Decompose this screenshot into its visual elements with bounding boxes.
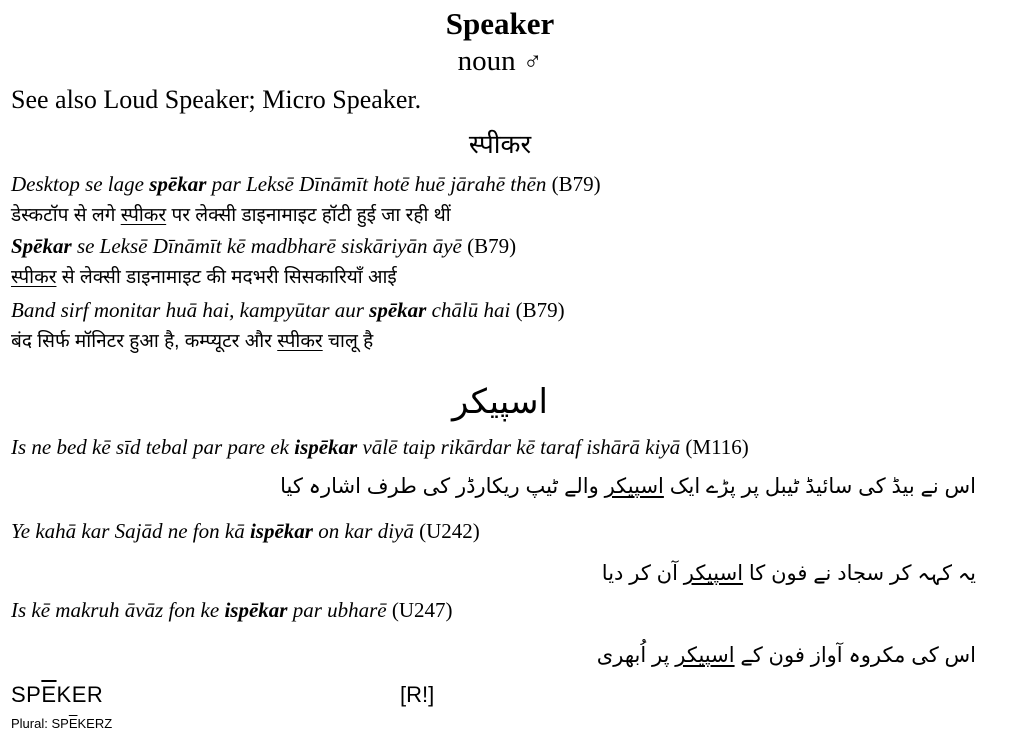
example-keyword: ispēkar — [294, 435, 358, 459]
example-text: par ubharē — [287, 598, 387, 622]
urdu-example-3-transliteration — [11, 598, 453, 623]
plural-macron-letter: $\overline{E}$ — [68, 716, 78, 731]
example-text: یہ کہہ کر سجاد نے فون کا — [743, 562, 976, 585]
see-also-note: See also Loud Speaker; Micro Speaker. — [11, 85, 422, 114]
part-of-speech-line — [0, 45, 1000, 78]
example-text: par Leksē Dīnāmīt hotē huē jārahē thēn — [206, 172, 547, 196]
urdu-heading-text: اسپیکر — [452, 383, 548, 421]
example-text: اس نے بیڈ کی سائیڈ ٹیبل پر پڑے ایک — [663, 475, 976, 498]
hindi-example-3-devanagari — [11, 327, 373, 353]
urdu-heading — [0, 382, 1000, 422]
source-ref: (B79) — [551, 172, 601, 196]
hindi-heading: स्पीकर — [468, 130, 532, 159]
source-ref: (U247) — [391, 598, 453, 622]
example-text: से लेक्सी डाइनामाइट की मदभरी सिसकारियाँ आई — [56, 267, 397, 288]
translit-part: KER — [56, 682, 104, 707]
masculine-gender-icon: ♂ — [522, 47, 543, 77]
example-keyword: स्पीकर — [120, 205, 167, 226]
source-ref: (M116) — [685, 435, 749, 459]
transliteration-key — [11, 682, 103, 708]
example-keyword: ispēkar — [249, 519, 313, 543]
plural-form — [11, 716, 112, 731]
example-keyword: Spēkar — [11, 234, 72, 258]
example-text: vālē taip rikārdar kē taraf ishārā kiyā — [357, 435, 681, 459]
example-text: chālū hai — [426, 298, 511, 322]
urdu-example-1-nastaliq — [280, 474, 976, 499]
translit-part: SP — [11, 682, 42, 707]
example-text: चालू है — [322, 331, 374, 352]
plural-label: Plural: — [11, 716, 52, 731]
example-text: Is ne bed kē sīd tebal par pare ek — [11, 435, 295, 459]
urdu-example-3-nastaliq — [597, 643, 976, 668]
example-text: اس کی مکروہ آواز فون کے — [734, 644, 976, 667]
plural-part: SP — [51, 716, 69, 731]
plural-part: KERZ — [77, 716, 113, 731]
example-text: पर लेक्सी डाइनामाइट हॉटी हुई जा रही थीं — [166, 205, 451, 226]
register-tag: [R!] — [400, 682, 435, 707]
example-text: Band sirf monitar huā hai, kampyūtar aur — [11, 298, 370, 322]
source-ref: (U242) — [419, 519, 480, 543]
example-keyword: स्पीकर — [11, 267, 57, 288]
hindi-example-3-transliteration — [11, 298, 565, 323]
example-text: डेस्कटॉप से लगे — [11, 205, 121, 226]
example-text: se Leksē Dīnāmīt kē madbharē siskāriyān āyē — [71, 234, 462, 258]
example-keyword: اسپیکر — [604, 475, 664, 498]
example-text: बंद सिर्फ मॉनिटर हुआ है, कम्प्यूटर और — [11, 331, 278, 352]
example-text: Ye kahā kar Sajād ne fon kā — [11, 519, 250, 543]
example-keyword: اسپیکر — [683, 562, 744, 585]
headword: Speaker — [445, 6, 555, 41]
hindi-example-1-transliteration — [11, 172, 601, 197]
example-text: والے ٹیپ ریکارڈر کی طرف اشارہ کیا — [280, 475, 605, 498]
part-of-speech: noun — [457, 45, 516, 77]
example-text: آن کر دیا — [601, 562, 684, 585]
example-text: Is kē makruh āvāz fon ke — [11, 598, 225, 622]
example-text: پر اُبھری — [596, 644, 676, 667]
example-keyword: spēkar — [149, 172, 207, 196]
hindi-example-1-devanagari — [11, 201, 451, 227]
urdu-example-2-transliteration — [11, 519, 480, 544]
example-keyword: स्पीकर — [277, 331, 323, 352]
example-keyword: اسپیکر — [675, 644, 735, 667]
hindi-example-2-devanagari — [11, 263, 397, 289]
source-ref: (B79) — [467, 234, 517, 258]
example-text: on kar diyā — [312, 519, 414, 543]
hindi-example-2-transliteration — [11, 234, 516, 259]
source-ref: (B79) — [515, 298, 565, 322]
urdu-example-2-nastaliq — [602, 561, 976, 586]
example-text: Desktop se lage — [11, 172, 150, 196]
example-keyword: spēkar — [369, 298, 427, 322]
example-keyword: ispēkar — [224, 598, 288, 622]
translit-macron-letter: $\overline{E}$ — [41, 682, 57, 707]
urdu-example-1-transliteration — [11, 435, 749, 460]
